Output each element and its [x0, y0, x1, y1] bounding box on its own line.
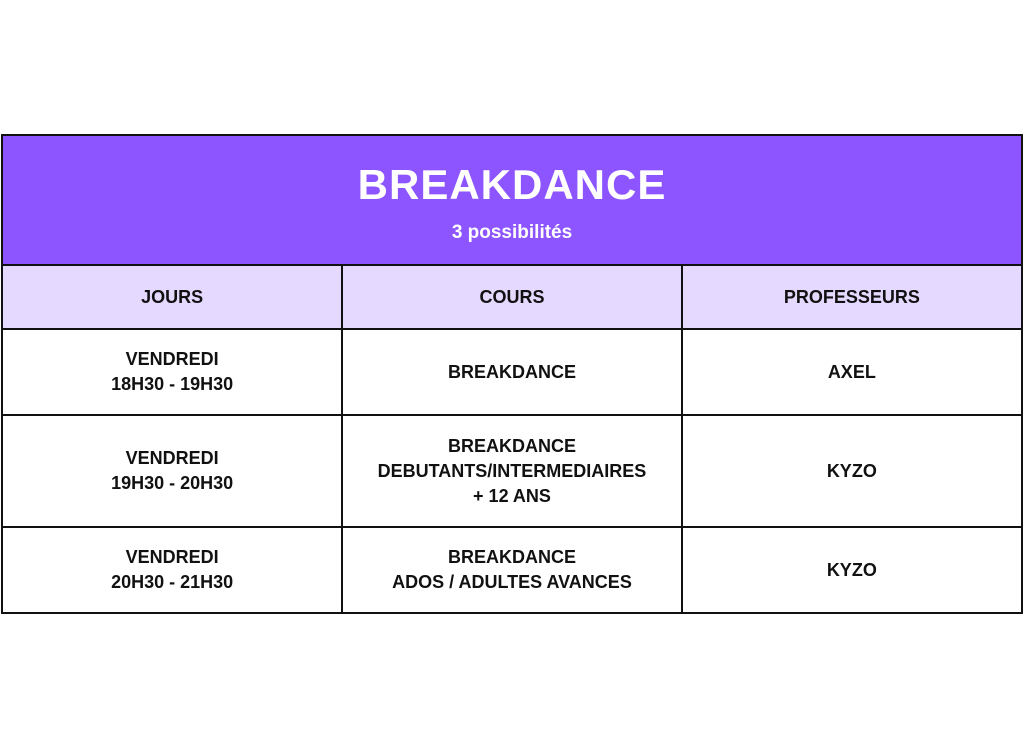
time-label: 19H30 - 20H30 [111, 473, 234, 493]
timetable [3, 266, 1021, 612]
day-label: VENDREDI [125, 547, 219, 567]
page-title: BREAKDANCE [357, 161, 667, 208]
table-row [3, 329, 1021, 415]
course-line: + 12 ANS [473, 485, 551, 506]
time-label: 18H30 - 19H30 [111, 374, 234, 394]
teacher-cell: AXEL [682, 329, 1021, 415]
title-banner [3, 136, 1021, 266]
day-cell [3, 415, 342, 527]
day-cell [3, 527, 342, 612]
course-line: BREAKDANCE [447, 547, 576, 567]
schedule-table [1, 134, 1023, 614]
day-label: VENDREDI [125, 349, 219, 369]
column-header-courses: COURS [342, 266, 681, 329]
column-header-days: JOURS [3, 266, 342, 329]
column-header-teachers: PROFESSEURS [682, 266, 1021, 329]
course-cell [342, 415, 681, 527]
time-label: 20H30 - 21H30 [111, 572, 234, 592]
course-line: DEBUTANTS/INTERMEDIAIRES [377, 460, 647, 481]
table-row [3, 527, 1021, 612]
column-header-row [3, 266, 1021, 329]
table-row [3, 415, 1021, 527]
page-subtitle: 3 possibilités [451, 222, 573, 243]
course-line: BREAKDANCE [447, 361, 576, 382]
course-cell [342, 527, 681, 612]
course-cell [342, 329, 681, 415]
course-line: ADOS / ADULTES AVANCES [392, 572, 632, 592]
day-label: VENDREDI [125, 448, 219, 468]
teacher-cell: KYZO [682, 527, 1021, 612]
course-line: BREAKDANCE [447, 435, 576, 456]
teacher-cell: KYZO [682, 415, 1021, 527]
day-cell [3, 329, 342, 415]
